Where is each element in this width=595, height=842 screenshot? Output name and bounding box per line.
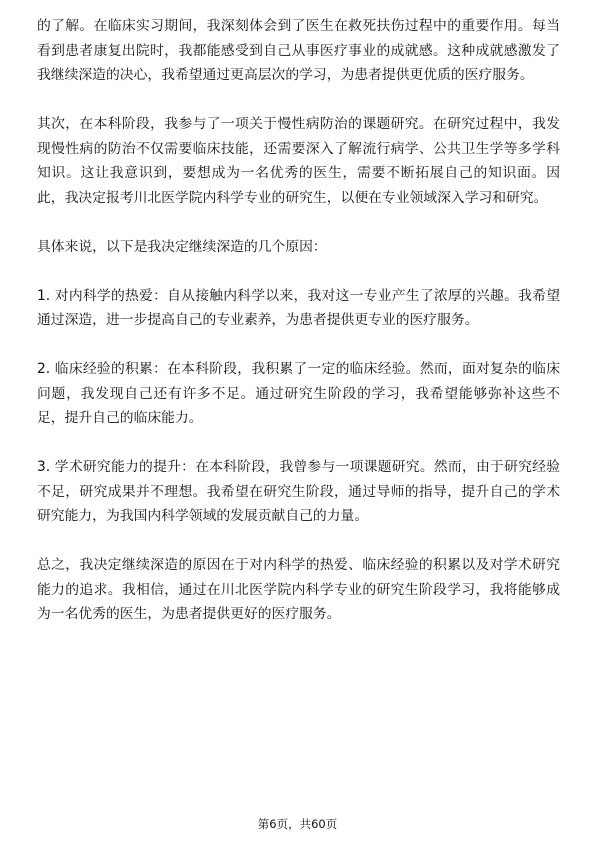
paragraph-conclusion: 总之，我决定继续深造的原因在于对内科学的热爱、临床经验的积累以及对学术研究能力的追求。我相信，通过在川北医学院内科学专业的研究生阶段学习，我将能够成为一名优秀的医生，为患者提供更好的医疗服务。 (37, 557, 560, 622)
paragraph-spacer (37, 529, 560, 554)
paragraph-spacer (37, 210, 560, 235)
list-item-reason-2: 2. 临床经验的积累：在本科阶段，我积累了一定的临床经验。然而，面对复杂的临床问题，我发现自己还有许多不足。通过研究生阶段的学习，我希望能够弥补这些不足，提升自己的临床能力。 (37, 361, 560, 426)
paragraph-clinical-internship: 的了解。在临床实习期间，我深刻体会到了医生在救死扶伤过程中的重要作用。每当看到患者康复出院时，我都能感受到自己从事医疗事业的成就感。这种成就感激发了我继续深造的决心，我希望通过更高层次的学习，为患者提供更优质的医疗服务。 (37, 18, 560, 83)
paragraph-research-experience: 其次，在本科阶段，我参与了一项关于慢性病防治的课题研究。在研究过程中，我发现慢性病的防治不仅需要临床技能，还需要深入了解流行病学、公共卫生学等多学科知识。这让我意识到，要想成为一名优秀的医生，需要不断拓展自己的知识面。因此，我决定报考川北医学院内科学专业的研究生，以便在专业领域深入学习和研究。 (37, 116, 560, 206)
paragraph-spacer (37, 431, 560, 456)
paragraph-spacer (37, 333, 560, 358)
list-item-reason-1: 1. 对内科学的热爱：自从接触内科学以来，我对这一专业产生了浓厚的兴趣。我希望通过深造，进一步提高自己的专业素养，为患者提供更专业的医疗服务。 (37, 287, 560, 328)
paragraph-spacer (37, 259, 560, 284)
page-number: 第6页，共60页 (257, 817, 338, 831)
document-body (37, 14, 560, 627)
paragraph-reasons-intro: 具体来说，以下是我决定继续深造的几个原因： (37, 238, 327, 255)
list-item-reason-3: 3. 学术研究能力的提升：在本科阶段，我曾参与一项课题研究。然而，由于研究经验不足，研究成果并不理想。我希望在研究生阶段，通过导师的指导，提升自己的学术研究能力，为我国内科学领域的发展贡献自己的力量。 (37, 459, 560, 524)
paragraph-spacer (37, 88, 560, 113)
